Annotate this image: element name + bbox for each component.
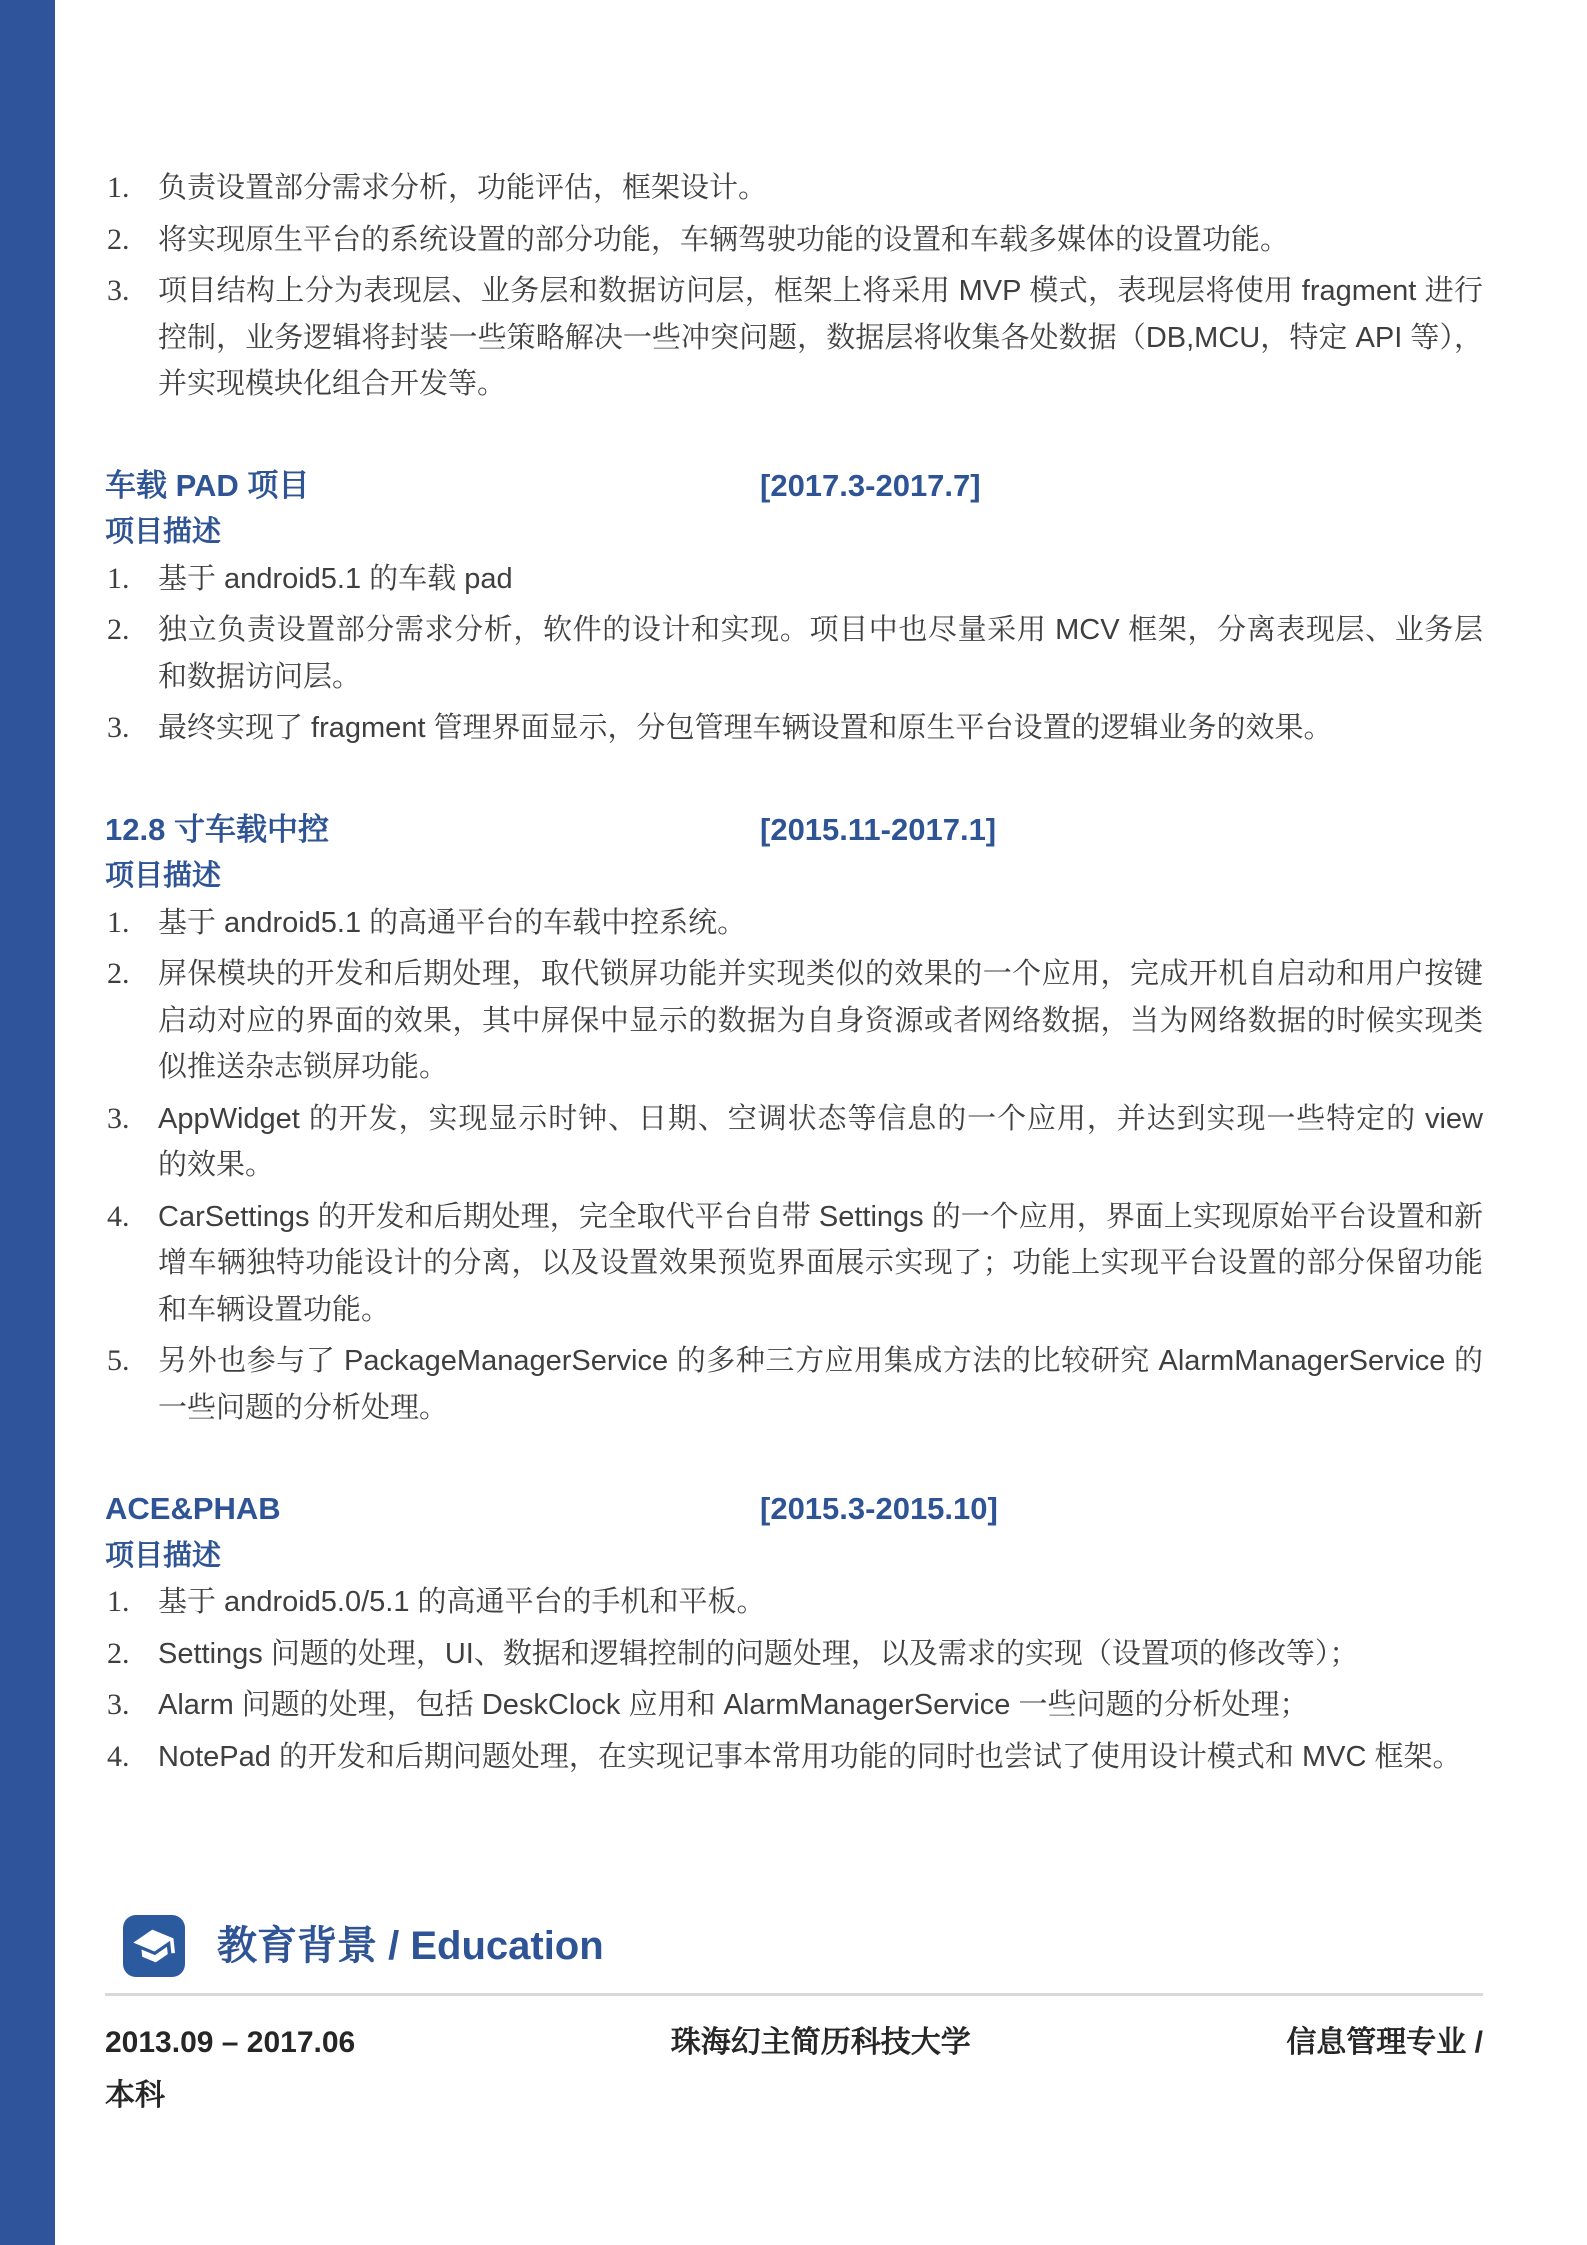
project-title: 12.8 寸车载中控	[105, 811, 329, 847]
project-item-list	[105, 900, 1483, 1432]
project-section-pad	[105, 463, 1483, 752]
list-item: CarSettings 的开发和后期处理，完全取代平台自带 Settings 的一个应用，界面上实现原始平台设置和新增车辆独特功能设计的分离，以及设置效果预览界面展示实现了；功能上实现平台设置的部分保留功能和车辆设置功能。	[158, 1200, 1483, 1326]
list-item: Alarm 问题的处理，包括 DeskClock 应用和 AlarmManagerService 一些问题的分析处理；	[158, 1689, 1309, 1721]
left-accent-bar	[0, 0, 55, 2245]
project-period: [2015.3-2015.10]	[760, 1491, 998, 1526]
project-desc-label: 项目描述	[105, 860, 222, 892]
list-item: 将实现原生平台的系统设置的部分功能，车辆驾驶功能的设置和车载多媒体的设置功能。	[158, 223, 1290, 256]
education-school: 珠海幻主简历科技大学	[670, 2026, 971, 2059]
list-item: 独立负责设置部分需求分析，软件的设计和实现。项目中也尽量采用 MCV 框架，分离表现层、业务层和数据访问层。	[158, 614, 1483, 693]
project-title: ACE&PHAB	[105, 1491, 281, 1526]
project-header	[105, 1486, 1483, 1533]
list-item: NotePad 的开发和后期问题处理，在实现记事本常用功能的同时也尝试了使用设计模式和 MVC 框架。	[158, 1740, 1462, 1773]
education-heading-row	[105, 1915, 1483, 1977]
education-divider	[105, 1993, 1483, 1996]
list-item: Settings 问题的处理，UI、数据和逻辑控制的问题处理，以及需求的实现（设置项的修改等）；	[158, 1637, 1359, 1670]
education-section	[105, 1915, 1483, 2119]
project-desc-label: 项目描述	[105, 516, 222, 548]
list-item: 最终实现了 fragment 管理界面显示，分包管理车辆设置和原生平台设置的逻辑业务的效果。	[158, 712, 1333, 744]
list-item: 屏保模块的开发和后期处理，取代锁屏功能并实现类似的效果的一个应用，完成开机自启动和用户按键启动对应的界面的效果，其中屏保中显示的数据为自身资源或者网络数据，当为网络数据的时候实现类似推送杂志锁屏功能。	[158, 958, 1483, 1083]
project-header	[105, 463, 1483, 510]
project-section-center-console	[105, 807, 1483, 1432]
page-content	[105, 165, 1483, 2119]
education-row	[105, 2020, 1483, 2067]
list-item: AppWidget 的开发，实现显示时钟、日期、空调状态等信息的一个应用，并达到实现一些特定的 view 的效果。	[158, 1102, 1483, 1181]
project-period: [2015.11-2017.1]	[760, 811, 997, 847]
project-section-ace-phab	[105, 1486, 1483, 1780]
project-desc-label: 项目描述	[105, 1539, 222, 1572]
list-item: 负责设置部分需求分析，功能评估，框架设计。	[158, 172, 768, 204]
education-period: 2013.09 – 2017.06	[105, 2026, 356, 2059]
list-item: 项目结构上分为表现层、业务层和数据访问层，框架上将采用 MVP 模式，表现层将使用 fragment 进行控制，业务逻辑将封装一些策略解决一些冲突问题，数据层将收集各处数据（DB,MCU，特定 API 等），并实现模块化组合开发等。	[158, 275, 1483, 400]
list-item: 基于 android5.1 的高通平台的车载中控系统。	[158, 906, 747, 939]
education-heading: 教育背景 / Education	[217, 1924, 604, 1968]
project-title: 车载 PAD 项目	[105, 467, 310, 503]
project-item-list	[105, 556, 1483, 752]
list-item: 基于 android5.0/5.1 的高通平台的手机和平板。	[158, 1586, 766, 1618]
project-item-list	[105, 1579, 1483, 1780]
list-item: 另外也参与了 PackageManagerService 的多种三方应用集成方法的比较研究 AlarmManagerService 的一些问题的分析处理。	[158, 1345, 1483, 1424]
intro-list	[105, 165, 1483, 408]
education-major: 信息管理专业 /	[1286, 2026, 1483, 2059]
list-item: 基于 android5.1 的车载 pad	[158, 562, 513, 595]
project-header	[105, 807, 1483, 854]
graduation-cap-icon	[123, 1915, 185, 1977]
education-degree: 本科	[105, 2078, 165, 2112]
project-period: [2017.3-2017.7]	[760, 467, 981, 503]
